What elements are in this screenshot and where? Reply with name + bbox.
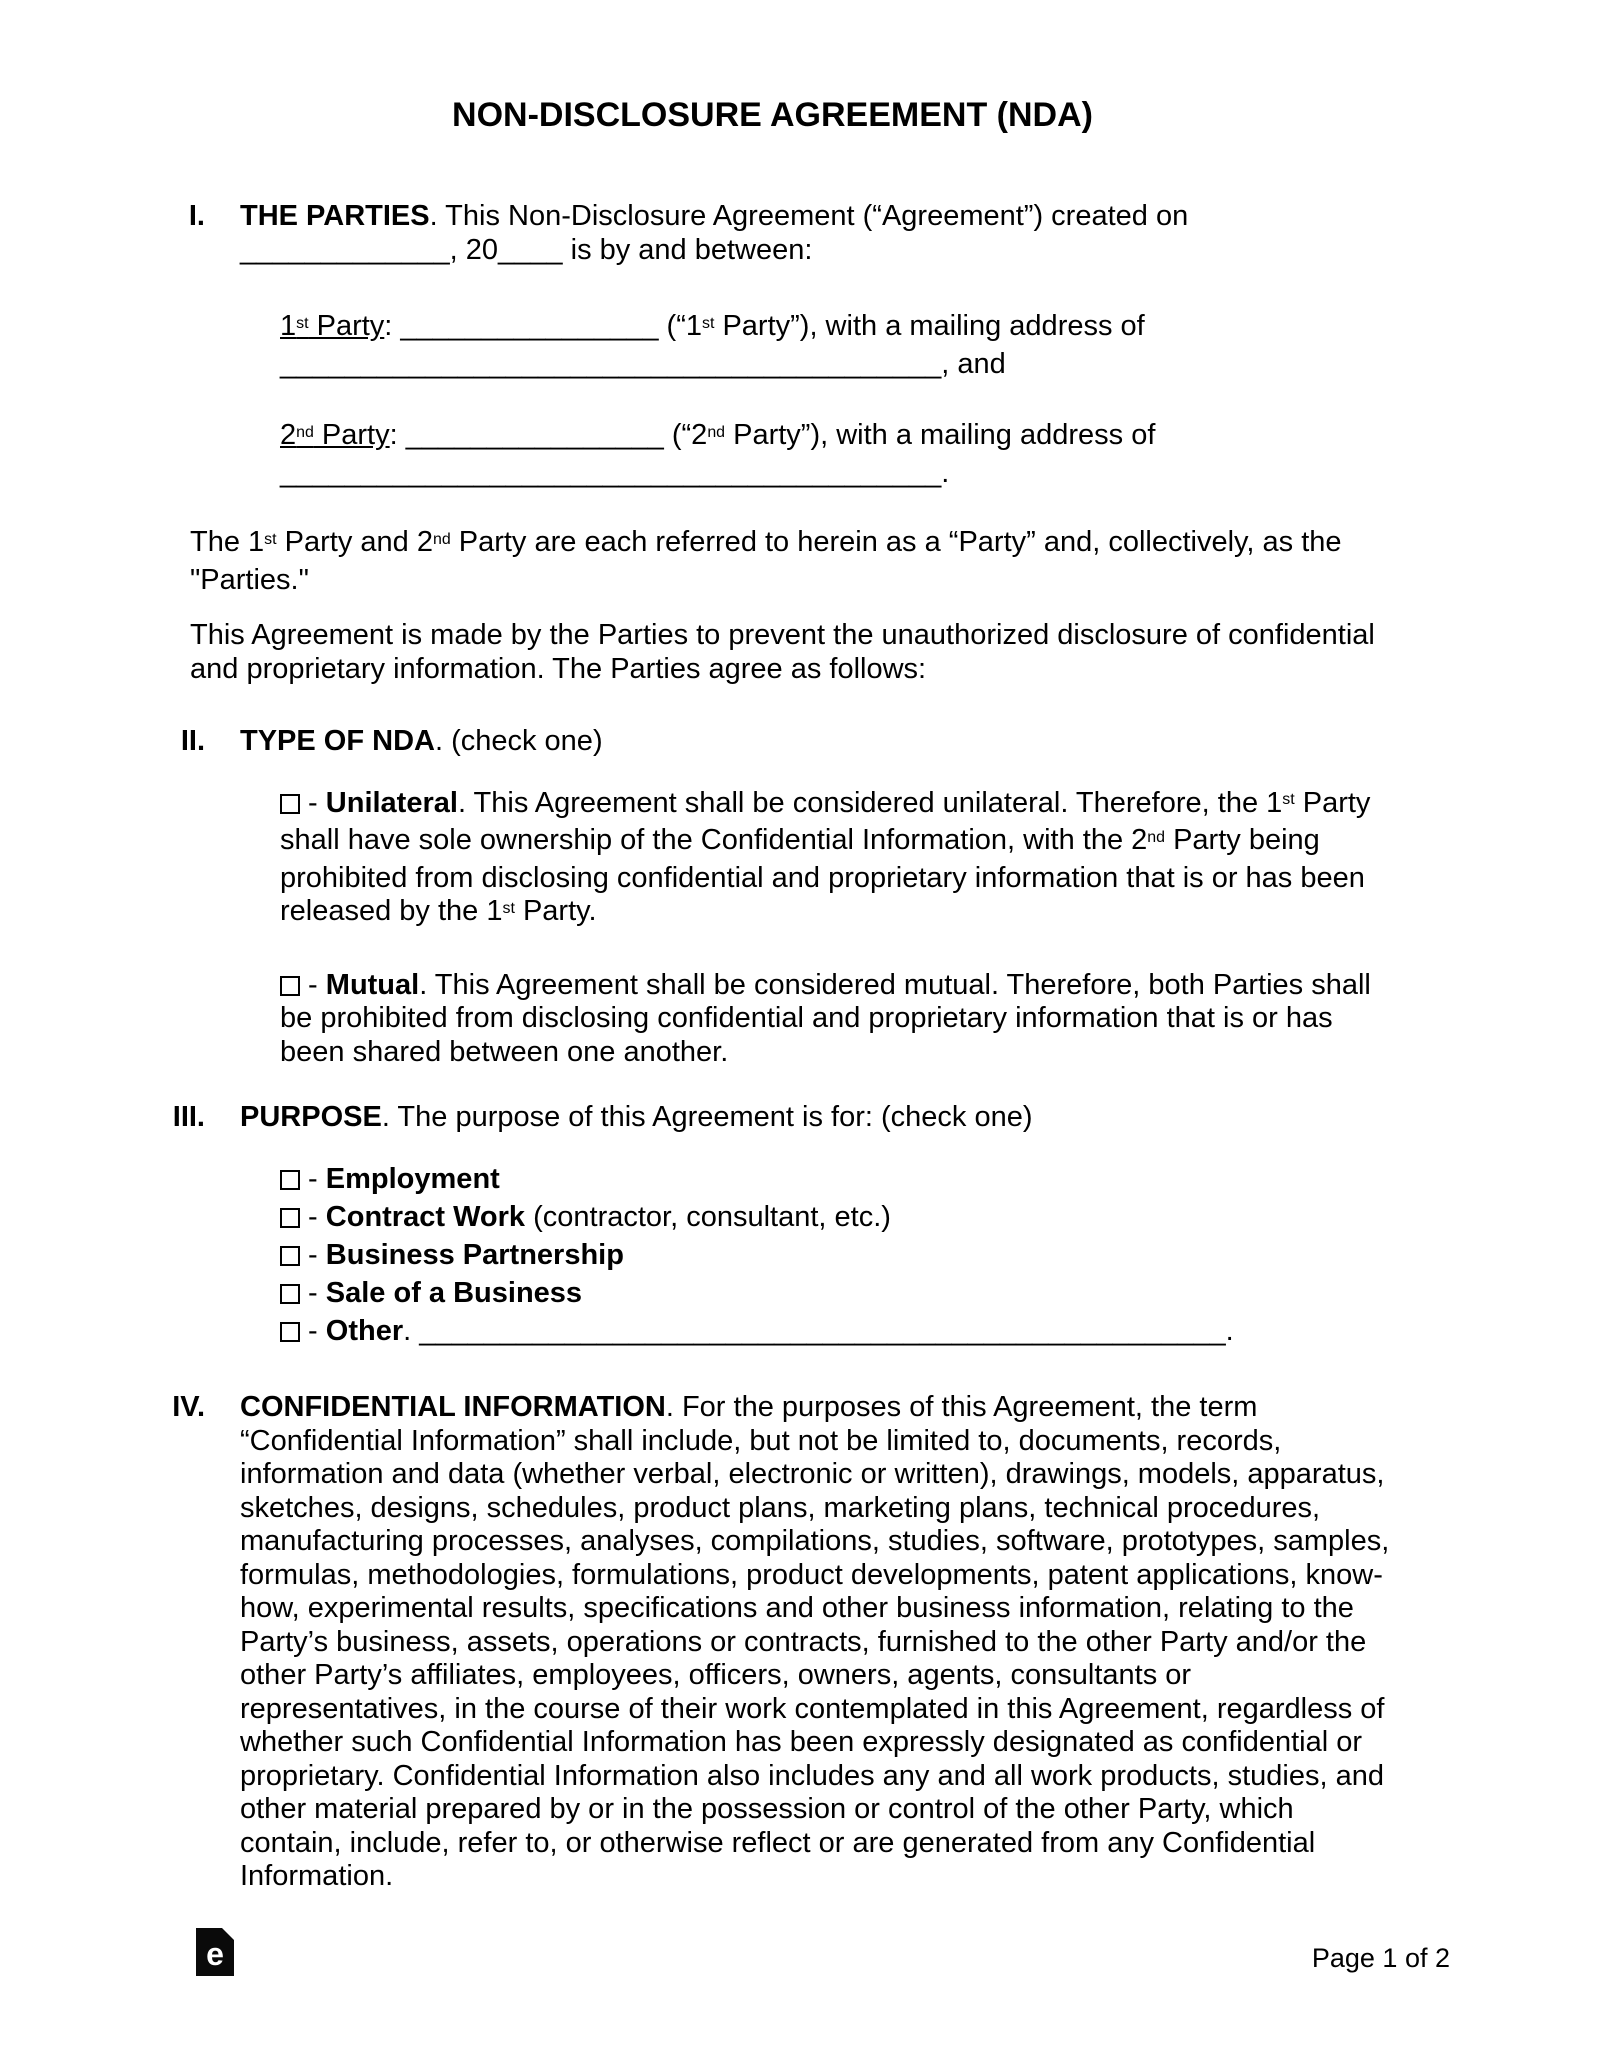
- section-purpose: [0, 1101, 1600, 1135]
- mutual-option: - Mutual. This Agreement shall be considered mutual. Therefore, both Parties shall be prohibited from disclosing confidential and proprietary information that is or has been shared between one another.: [280, 968, 1371, 1068]
- section-parties: [0, 200, 1600, 267]
- section-heading-confidential-information: CONFIDENTIAL INFORMATION: [240, 1391, 666, 1423]
- ordinal-superscript: st: [701, 314, 715, 332]
- ordinal-superscript: st: [296, 314, 309, 332]
- section-type-of-nda: [0, 725, 1600, 759]
- checkbox-sale-of-business[interactable]: [280, 1284, 300, 1304]
- ordinal-superscript: st: [264, 530, 277, 548]
- section-numeral: IV.: [172, 1391, 205, 1423]
- parties-intro-text: , 20: [449, 233, 499, 266]
- party1-name-blank[interactable]: ________________: [400, 310, 659, 342]
- ordinal-superscript: nd: [1147, 828, 1166, 846]
- party2-text: .: [941, 456, 950, 489]
- checkbox-other[interactable]: [280, 1322, 300, 1342]
- party1-text: Party”), with a mailing address of: [714, 310, 1145, 342]
- document-title: NON-DISCLOSURE AGREEMENT (NDA): [452, 96, 1093, 134]
- party2-address-blank[interactable]: _________________________________________: [280, 456, 942, 489]
- date-blank[interactable]: _____________: [240, 233, 450, 266]
- purpose-option-other: - Other. __________________________________________________.: [280, 1315, 1390, 1349]
- section-heading-parties: THE PARTIES: [240, 200, 430, 232]
- ordinal-superscript: nd: [432, 530, 451, 548]
- unilateral-option: - Unilateral. This Agreement shall be considered unilateral. Therefore, the 1st Party shall have sole ownership of the Confidential Information, with the 2nd Party being prohibited from disclosing confidential and proprietary information that is or has been released by the 1st Party.: [280, 786, 1371, 927]
- party2-block: 2nd Party: ________________ (“2nd Party”), with a mailing address of _________________________________________.: [280, 419, 1156, 489]
- party2-label: 2nd Party: [280, 419, 390, 451]
- party2-name-blank[interactable]: ________________: [405, 419, 664, 451]
- section-heading-type-of-nda: TYPE OF NDA: [240, 725, 435, 757]
- party1-text: , and: [941, 347, 1006, 380]
- logo-letter: e: [206, 1936, 224, 1972]
- purpose-option-sale-of-business: - Sale of a Business: [280, 1277, 1390, 1311]
- section-numeral: I.: [188, 200, 205, 232]
- page-number: Page 1 of 2: [1311, 1943, 1450, 1973]
- purpose-option-employment: - Employment: [280, 1163, 1390, 1197]
- section-confidential-information: [0, 1391, 1600, 1894]
- ordinal-superscript: st: [502, 899, 515, 917]
- purpose-option-contract-work: - Contract Work (contractor, consultant, etc.): [280, 1201, 1390, 1235]
- purpose-option-business-partnership: - Business Partnership: [280, 1239, 1390, 1273]
- party1-block: 1st Party: ________________ (“1st Party”), with a mailing address of _________________________________________, and: [280, 310, 1145, 380]
- party1-text: (“1: [658, 310, 702, 342]
- purpose-text: . The purpose of this Agreement is for: (check one): [381, 1101, 1033, 1133]
- parties-intro-text: is by and between:: [562, 233, 813, 266]
- checkbox-mutual[interactable]: [280, 976, 300, 996]
- confidential-information-text: . For the purposes of this Agreement, the term “Confidential Information” shall include, but not be limited to, documents, records, information and data (whether verbal, electronic or written), drawings, models, apparatus, sketches, designs, schedules, product plans, marketing plans, technical procedures, manufacturing processes, analyses, compilations, studies, software, prototypes, samples, formulas, methodologies, formulations, product developments, patent applications, know-how, experimental results, specifications and other business information, relating to the Party’s business, assets, operations or contracts, furnished to the other Party and/or the other Party’s affiliates, employees, officers, owners, agents, consultants or representatives, in the course of their work contemplated in this Agreement, regardless of whether such Confidential Information has been expressly designated as confidential or proprietary. Confidential Information also includes any and all work products, studies, and other material prepared by or in the possession or control of the other Party, which contain, include, refer to, or otherwise reflect or are generated from any Confidential Information.: [240, 1391, 1390, 1892]
- parties-intro-text: . This Non-Disclosure Agreement (“Agreement”) created on: [429, 200, 1189, 232]
- collective-paragraph: The 1st Party and 2nd Party are each referred to herein as a “Party” and, collectively, as the "Parties.": [190, 526, 1342, 596]
- other-purpose-blank[interactable]: __________________________________________________: [419, 1314, 1226, 1347]
- ordinal-superscript: nd: [296, 423, 314, 441]
- agreement-note-paragraph: This Agreement is made by the Parties to prevent the unauthorized disclosure of confidential and proprietary information. The Parties agree as follows:: [190, 619, 1375, 685]
- checkbox-contract-work[interactable]: [280, 1208, 300, 1228]
- checkbox-business-partnership[interactable]: [280, 1246, 300, 1266]
- year-blank[interactable]: ____: [498, 233, 563, 266]
- mutual-label: Mutual: [325, 968, 420, 1001]
- eforms-logo: [196, 1928, 234, 1976]
- unilateral-label: Unilateral: [325, 786, 458, 819]
- type-of-nda-text: . (check one): [434, 725, 603, 757]
- party2-text: (“2: [663, 419, 708, 451]
- checkbox-employment[interactable]: [280, 1170, 300, 1190]
- section-numeral: III.: [172, 1101, 205, 1133]
- section-heading-purpose: PURPOSE: [240, 1101, 382, 1133]
- party1-label: 1st Party: [280, 310, 385, 342]
- section-numeral: II.: [180, 725, 205, 757]
- party2-text: Party”), with a mailing address of: [725, 419, 1156, 451]
- party1-address-blank[interactable]: _________________________________________: [280, 347, 942, 380]
- checkbox-unilateral[interactable]: [280, 794, 300, 814]
- ordinal-superscript: st: [1282, 791, 1295, 809]
- ordinal-superscript: nd: [707, 423, 726, 441]
